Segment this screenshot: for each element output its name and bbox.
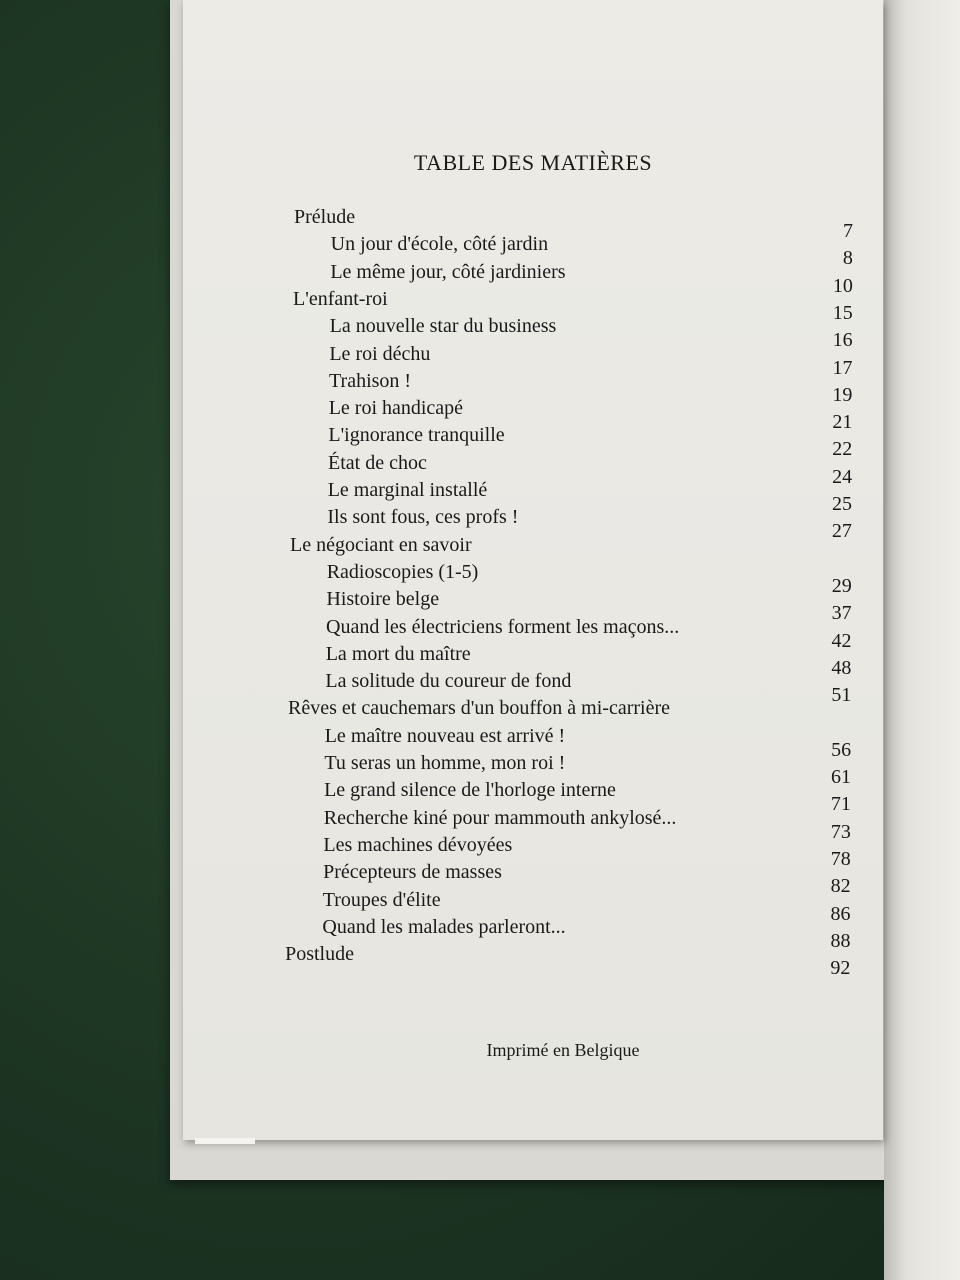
toc-page-number: 56: [831, 738, 852, 761]
toc-item: [183, 506, 883, 543]
toc-page-number: 27: [831, 520, 852, 543]
toc-item-label: Les machines dévoyées: [323, 833, 513, 856]
toc-page-number: 29: [831, 574, 852, 597]
toc-item-label: Trahison !: [329, 369, 412, 392]
toc-page-number: 15: [832, 301, 853, 324]
toc-item: [183, 451, 883, 488]
toc-item-label: Le maître nouveau est arrivé !: [324, 724, 566, 747]
toc-item-label: Précepteurs de masses: [323, 861, 502, 884]
toc-item-label: Le marginal installé: [327, 479, 488, 501]
toc-item-label: Le même jour, côté jardiniers: [330, 260, 566, 283]
toc-item: [183, 397, 883, 434]
toc-item: [183, 424, 883, 461]
toc-page-number: 24: [832, 465, 853, 488]
toc-item-label: La mort du maître: [325, 642, 471, 665]
toc-item: [183, 642, 883, 679]
toc-page-number: 10: [832, 274, 853, 297]
toc-item: [183, 779, 883, 816]
toc-page-number: 82: [830, 875, 851, 898]
toc-item-label: État de choc: [328, 451, 427, 474]
toc-item-label: Troupes d'élite: [322, 888, 441, 911]
toc-page-number: 8: [842, 247, 853, 270]
toc-item: [183, 861, 883, 898]
toc-item: [183, 233, 883, 270]
toc-page-number: 25: [832, 493, 853, 515]
toc-page-number: 88: [830, 929, 851, 952]
toc-item: [183, 479, 883, 515]
toc-item-label: Quand les malades parleront...: [322, 915, 566, 938]
table-of-contents: [183, 0, 883, 1140]
toc-item: [183, 588, 883, 625]
toc-item: [183, 915, 883, 952]
printed-in-note: Imprimé en Belgique: [486, 1040, 640, 1060]
toc-page-number: 78: [830, 847, 851, 870]
toc-item-label: Le grand silence de l'horloge interne: [324, 779, 616, 802]
toc-page-number: 19: [832, 383, 853, 406]
toc-item-label: Ils sont fous, ces profs !: [327, 506, 519, 529]
book-page-edge: [884, 0, 960, 1280]
book-page: [183, 0, 883, 1140]
toc-item: [183, 752, 883, 788]
toc-page-number: 37: [831, 602, 852, 625]
toc-item-label: L'ignorance tranquille: [328, 424, 505, 447]
toc-page-number: 73: [830, 820, 851, 843]
toc-item: [183, 560, 883, 597]
toc-section-label: Rêves et cauchemars d'un bouffon à mi-carrière: [288, 697, 670, 720]
toc-item-label: Un jour d'école, côté jardin: [330, 233, 549, 256]
toc-section: [183, 943, 883, 980]
toc-item-label: La solitude du coureur de fond: [325, 670, 572, 693]
toc-section: [183, 534, 883, 564]
toc-page-number: 17: [832, 356, 853, 379]
toc-item: [183, 806, 883, 843]
toc-item: [183, 888, 883, 925]
toc-page-number: 92: [830, 957, 851, 980]
toc-item-label: Quand les électriciens forment les maçons...: [326, 615, 680, 638]
toc-page-number: 48: [831, 656, 852, 679]
toc-item-label: Recherche kiné pour mammouth ankylosé...: [323, 806, 677, 829]
toc-item: [183, 615, 883, 652]
toc-section: [183, 206, 883, 242]
toc-item-label: Histoire belge: [326, 588, 440, 611]
toc-page-number: 16: [832, 329, 853, 352]
toc-page-number: 21: [832, 411, 853, 434]
toc-page-number: 61: [831, 766, 852, 788]
toc-item: [183, 369, 883, 406]
toc-page-number: 22: [832, 438, 853, 461]
toc-item: [183, 260, 883, 297]
toc-section-label: Le négociant en savoir: [290, 533, 472, 556]
toc-item: [183, 342, 883, 379]
toc-item: [183, 315, 883, 352]
toc-item: [183, 724, 883, 761]
toc-page-number: 51: [831, 684, 852, 707]
page-bottom-strip: [195, 1138, 255, 1144]
toc-section-label: L'enfant-roi: [293, 287, 388, 310]
toc-item: [183, 833, 883, 870]
toc-item-label: Le roi déchu: [329, 342, 431, 365]
toc-section: [183, 697, 883, 727]
toc-item: [183, 670, 883, 707]
page-title: TABLE DES MATIÈRES: [413, 150, 653, 175]
toc-item-label: Tu seras un homme, mon roi !: [324, 752, 566, 774]
toc-item-label: La nouvelle star du business: [329, 315, 557, 338]
toc-item-label: Radioscopies (1-5): [326, 560, 479, 583]
toc-page-number: 71: [830, 793, 851, 816]
toc-section-label: Postlude: [285, 943, 354, 966]
toc-item-label: Le roi handicapé: [328, 397, 464, 420]
toc-page-number: 42: [831, 629, 852, 652]
toc-section: [183, 287, 883, 324]
toc-section-label: Prélude: [294, 206, 356, 228]
toc-page-number: 86: [830, 902, 851, 925]
toc-page-number: 7: [843, 220, 853, 242]
